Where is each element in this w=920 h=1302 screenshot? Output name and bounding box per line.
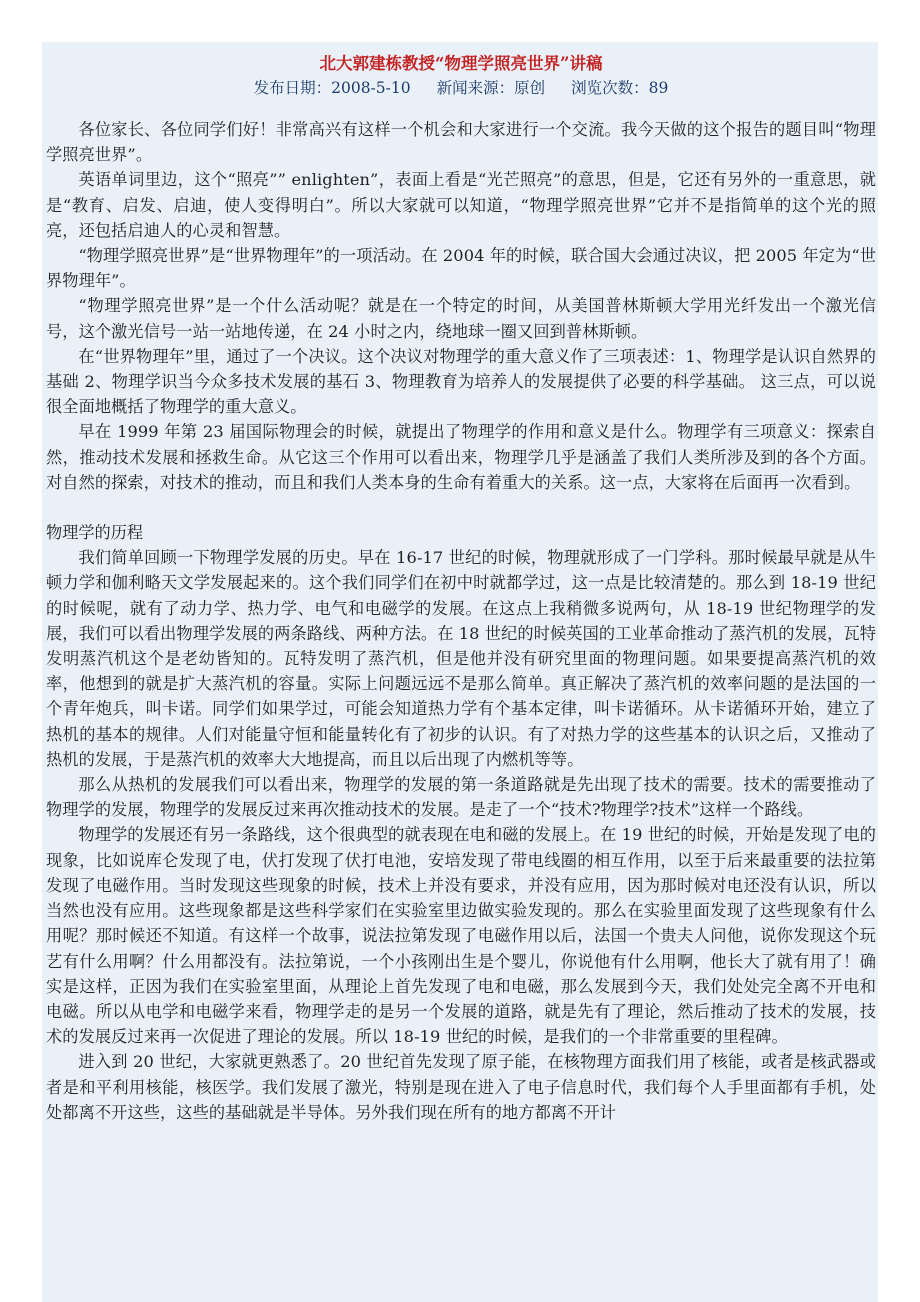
news-source: 原创 (514, 79, 546, 97)
article-page (42, 42, 878, 1302)
paragraph: 物理学的发展还有另一条路线，这个很典型的就表现在电和磁的发展上。在 19 世纪的时候，开始是发现了电的现象，比如说库仑发现了电，伏打发现了伏打电池，安培发现了带电线圈的相互作用，以至于后来最重要的法拉第发现了电磁作用。当时发现这些现象的时候，技术上并没有要求，并没有应用，因为那时候对电还没有认识，所以当然也没有应用。这些现象都是这些科学家们在实验室里边做实验发现的。那么在实验里面发现了这些现象有什么用呢？那时候还不知道。有这样一个故事，说法拉第发现了电磁作用以后，法国一个贵夫人问他，说你发现这个玩艺有什么用啊？什么用都没有。法拉第说，一个小孩刚出生是个婴儿，你说他有什么用啊，他长大了就有用了！确实是这样，正因为我们在实验室里面，从理论上首先发现了电和电磁，那么发展到今天，我们处处完全离不开电和电磁。所以从电学和电磁学来看，物理学走的是另一个发展的道路，就是先有了理论，然后推动了技术的发展，技术的发展反过来再一次促进了理论的发展。所以 18-19 世纪的时候，是我们的一个非常重要的里程碑。 (46, 825, 876, 1047)
paragraph: 英语单词里边，这个“照亮”” enlighten”，表面上看是“光芒照亮”的意思，但是，它还有另外的一重意思，就是“教育、启发、启迪，使人变得明白”。所以大家就可以知道，“物理学照亮世界”它并不是指简单的这个光的照亮，还包括启迪人的心灵和智慧。 (46, 170, 876, 240)
view-count: 89 (648, 79, 669, 97)
paragraph: 我们简单回顾一下物理学发展的历史。早在 16-17 世纪的时候，物理就形成了一门学科。那时候最早就是从牛顿力学和伽利略天文学发展起来的。这个我们同学们在初中时就都学过，这一点是比较清楚的。那么到 18-19 世纪的时候呢，就有了动力学、热力学、电气和电磁学的发展。在这点上我稍微多说两句，从 18-19 世纪物理学的发展，我们可以看出物理学发展的两条路线、两种方法。在 18 世纪的时候英国的工业革命推动了蒸汽机的发展，瓦特发明蒸汽机这个是老幼皆知的。瓦特发明了蒸汽机，但是他并没有研究里面的物理问题。如果要提高蒸汽机的效率，他想到的就是扩大蒸汽机的容量。实际上问题远远不是那么简单。真正解决了蒸汽机的效率问题的是法国的一个青年炮兵，叫卡诺。同学们如果学过，可能会知道热力学有个基本定律，叫卡诺循环。从卡诺循环开始，建立了热机的基本的规律。人们对能量守恒和能量转化有了初步的认识。有了对热力学的这些基本的认识之后，又推动了热机的发展，于是蒸汽机的效率大大地提高，而且以后出现了内燃机等等。 (46, 548, 876, 769)
section-heading: 物理学的历程 (46, 523, 144, 543)
source-label: 新闻来源： (436, 79, 515, 97)
paragraph: “物理学照亮世界”是一个什么活动呢？就是在一个特定的时间，从美国普林斯顿大学用光纤发出一个激光信号，这个激光信号一站一站地传递，在 24 小时之内，绕地球一圈又回到普林斯顿。 (46, 296, 876, 341)
views-label: 浏览次数： (571, 79, 649, 97)
paragraph: 那么从热机的发展我们可以看出来，物理学的发展的第一条道路就是先出现了技术的需要。技术的需要推动了物理学的发展，物理学的发展反过来再次推动技术的发展。是走了一个“技术?物理学?技术”这样一个路线。 (46, 775, 876, 820)
paragraph: 进入到 20 世纪，大家就更熟悉了。20 世纪首先发现了原子能，在核物理方面我们用了核能，或者是核武器或者是和平利用核能，核医学。我们发展了激光，特别是现在进入了电子信息时代，我们每个人手里面都有手机，处处都离不开这些，这些的基础就是半导体。另外我们现在所有的地方都离不开计 (46, 1052, 876, 1122)
article-meta (46, 76, 876, 100)
article-body-history (46, 545, 876, 1125)
date-label: 发布日期： (253, 79, 332, 97)
article-body-intro (46, 117, 876, 495)
publish-date: 2008-5-10 (331, 79, 411, 97)
paragraph: 在“世界物理年”里，通过了一个决议。这个决议对物理学的重大意义作了三项表述：1、物理学是认识自然界的基础 2、物理学识当今众多技术发展的基石 3、物理教育为培养人的发展提供了必要的科学基础。 这三点，可以说很全面地概括了物理学的重大意义。 (46, 346, 876, 417)
paragraph: 早在 1999 年第 23 届国际物理会的时候，就提出了物理学的作用和意义是什么。物理学有三项意义：探索自然，推动技术发展和拯救生命。从它这三个作用可以看出来，物理学几乎是涵盖了我们人类所涉及到的各个方面。对自然的探索，对技术的推动，而且和我们人类本身的生命有着重大的关系。这一点，大家将在后面再一次看到。 (46, 422, 876, 492)
paragraph: “物理学照亮世界”是“世界物理年”的一项活动。在 2004 年的时候，联合国大会通过决议，把 2005 年定为“世界物理年”。 (46, 246, 876, 291)
spacer (46, 495, 876, 520)
article-title: 北大郭建栋教授“物理学照亮世界”讲稿 (319, 54, 603, 73)
paragraph: 各位家长、各位同学们好！非常高兴有这样一个机会和大家进行一个交流。我今天做的这个报告的题目叫“物理学照亮世界”。 (46, 120, 876, 165)
